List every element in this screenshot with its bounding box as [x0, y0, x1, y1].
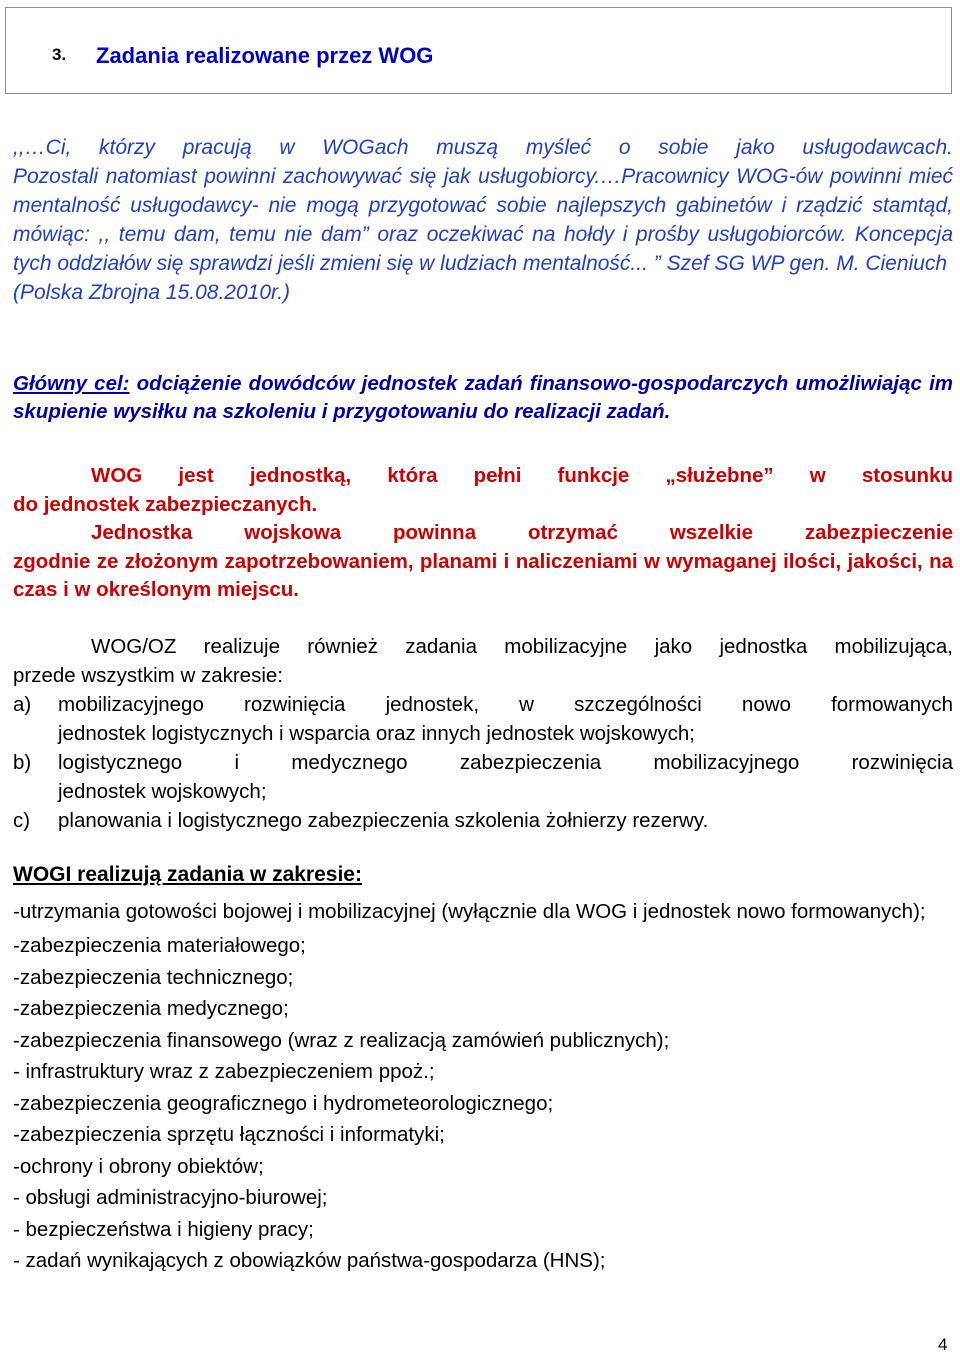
list-marker: c) [13, 809, 31, 832]
task-item: -zabezpieczenia geograficznego i hydrometeorologicznego; [13, 1091, 554, 1115]
mobilization-list [13, 690, 953, 835]
task-item: -zabezpieczenia materiałowego; [13, 934, 306, 957]
wog-role-line-1: WOG jest jednostką, która pełni funkcje „służebne” w stosunku [91, 464, 953, 487]
mobilization-item-b [13, 748, 953, 806]
wog-role-line-2: do jednostek zabezpieczanych. [13, 492, 318, 516]
page-number: 4 [938, 1335, 948, 1354]
mobilization-item-c [13, 806, 953, 835]
task-item: - bezpieczeństwa i higieny pracy; [13, 1217, 314, 1241]
task-item: -zabezpieczenia medycznego; [13, 997, 289, 1020]
mobilization-section [13, 632, 953, 835]
wogi-tasks-list [13, 897, 953, 1277]
section-header-box [5, 7, 952, 94]
mobilization-intro-line-2: przede wszystkim w zakresie: [13, 664, 283, 687]
unit-supply-statement [13, 519, 953, 605]
task-item: -zabezpieczenia finansowego (wraz z realizacją zamówień publicznych); [13, 1028, 670, 1052]
list-marker: b) [13, 751, 32, 774]
main-goal [13, 370, 953, 425]
wog-role-statement [13, 462, 953, 519]
main-goal-text: odciążenie dowódców jednostek zadań finansowo-gospodarczych umożliwiając im skupienie wysiłku na szkoleniu i przygotowaniu do realizacji zadań. [13, 372, 953, 423]
main-goal-label: Główny cel: [13, 372, 130, 395]
wogi-tasks-heading: WOGI realizują zadania w zakresie: [13, 863, 362, 886]
unit-supply-line-1: Jednostka wojskowa powinna otrzymać wszelkie zabezpieczenie [91, 521, 953, 544]
task-item: -ochrony i obrony obiektów; [13, 1154, 264, 1178]
task-item: - obsługi administracyjno-biurowej; [13, 1186, 328, 1209]
quote-block [13, 133, 953, 307]
task-item: -zabezpieczenia technicznego; [13, 965, 294, 989]
list-item-line-1: mobilizacyjnego rozwinięcia jednostek, w szczególności nowo formowanych [58, 693, 953, 716]
quote-text: Pozostali natomiast powinni zachowywać się jak usługobiorcy.…Pracownicy WOG-ów powinni mieć mentalność usługodawcy- nie mogą przygotować sobie najlepszych gabinetów i rządzić stamtąd, mówiąc: ,, temu dam, temu nie dam” oraz oczekiwać na hołdy i prośby usługobiorców. Koncepcja tych oddziałów się sprawdzi jeśli zmieni się w ludziach mentalność... ” Szef SG WP gen. M. Cieniuch [13, 165, 953, 275]
section-number: 3. [52, 45, 67, 64]
task-item: - infrastruktury wraz z zabezpieczeniem ppoż.; [13, 1060, 435, 1083]
list-item-line-1: logistycznego i medycznego zabezpieczenia mobilizacyjnego rozwinięcia [58, 751, 953, 774]
task-item: -utrzymania gotowości bojowej i mobilizacyjnej (wyłącznie dla WOG i jednostek nowo formowanych); [13, 900, 926, 923]
unit-supply-text: zgodnie ze złożonym zapotrzebowaniem, planami i naliczeniami w wymaganej ilości, jakości, na czas i w określonym miejscu. [13, 549, 953, 601]
task-item: - zadań wynikających z obowiązków państwa-gospodarza (HNS); [13, 1249, 606, 1272]
list-marker: a) [13, 693, 32, 716]
section-title: Zadania realizowane przez WOG [96, 43, 434, 68]
quote-source: (Polska Zbrojna 15.08.2010r.) [13, 281, 291, 304]
mobilization-item-a [13, 690, 953, 748]
task-item: -zabezpieczenia sprzętu łączności i informatyki; [13, 1123, 445, 1146]
list-item-line-2: jednostek logistycznych i wsparcia oraz innych jednostek wojskowych; [58, 722, 695, 745]
quote-line-1: ,,…Ci, którzy pracują w WOGach muszą myśleć o sobie jako usługodawcach. [13, 136, 953, 159]
list-item-line-2: jednostek wojskowych; [58, 780, 267, 803]
mobilization-intro-line-1: WOG/OZ realizuje również zadania mobilizacyjne jako jednostka mobilizująca, [91, 635, 953, 658]
list-item-line-1: planowania i logistycznego zabezpieczenia szkolenia żołnierzy rezerwy. [58, 809, 709, 832]
